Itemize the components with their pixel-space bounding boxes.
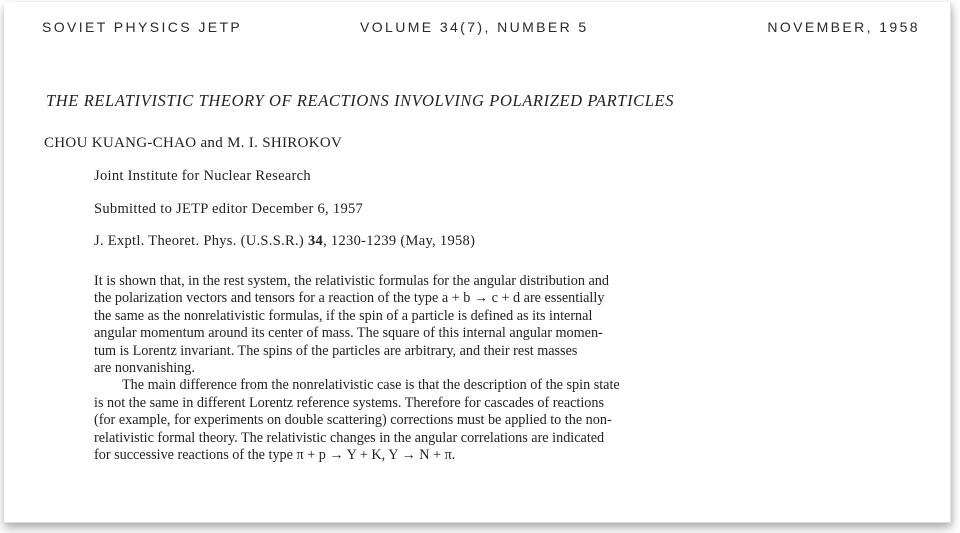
citation-pages: , 1230-1239 (May, 1958): [323, 233, 476, 249]
abstract-line: the polarization vectors and tensors for a reaction of the type a + b → c + d are essentially: [94, 290, 605, 307]
article-title: THE RELATIVISTIC THEORY OF REACTIONS INVOLVING POLARIZED PARTICLES: [46, 91, 675, 110]
abstract-line: is not the same in different Lorentz reference systems. Therefore for cascades of reactions: [94, 394, 605, 411]
abstract-line: (for example, for experiments on double scattering) corrections must be applied to the non-: [94, 412, 612, 429]
abstract-line: are nonvanishing.: [94, 360, 195, 377]
original-citation: [94, 233, 475, 250]
running-header: [42, 19, 920, 39]
citation-journal: J. Exptl. Theoret. Phys. (U.S.S.R.): [94, 233, 305, 249]
abstract-line: The main difference from the nonrelativistic case is that the description of the spin state: [122, 377, 620, 394]
abstract: [94, 273, 884, 464]
paper-page: [4, 2, 951, 523]
journal-name: SOVIET PHYSICS JETP: [42, 19, 243, 35]
abstract-line: relativistic formal theory. The relativistic changes in the angular correlations are indicated: [94, 429, 605, 446]
citation-volume: 34: [307, 233, 324, 249]
author-institution: Joint Institute for Nuclear Research: [94, 168, 311, 184]
abstract-line: angular momentum around its center of mass. The square of this internal angular momen-: [94, 325, 603, 342]
abstract-line: It is shown that, in the rest system, the relativistic formulas for the angular distribution and: [94, 273, 609, 289]
volume-number: VOLUME 34(7), NUMBER 5: [360, 19, 589, 35]
abstract-line: the same as the nonrelativistic formulas, if the spin of a particle is defined as its internal: [94, 307, 593, 324]
abstract-line: tum is Lorentz invariant. The spins of the particles are arbitrary, and their rest masses: [94, 342, 578, 359]
submission-note: Submitted to JETP editor December 6, 1957: [94, 201, 364, 217]
issue-date: NOVEMBER, 1958: [767, 19, 920, 35]
article-authors: CHOU KUANG-CHAO and M. I. SHIROKOV: [44, 135, 343, 151]
abstract-line: for successive reactions of the type π + p → Y + K, Y → N + π.: [94, 447, 456, 464]
